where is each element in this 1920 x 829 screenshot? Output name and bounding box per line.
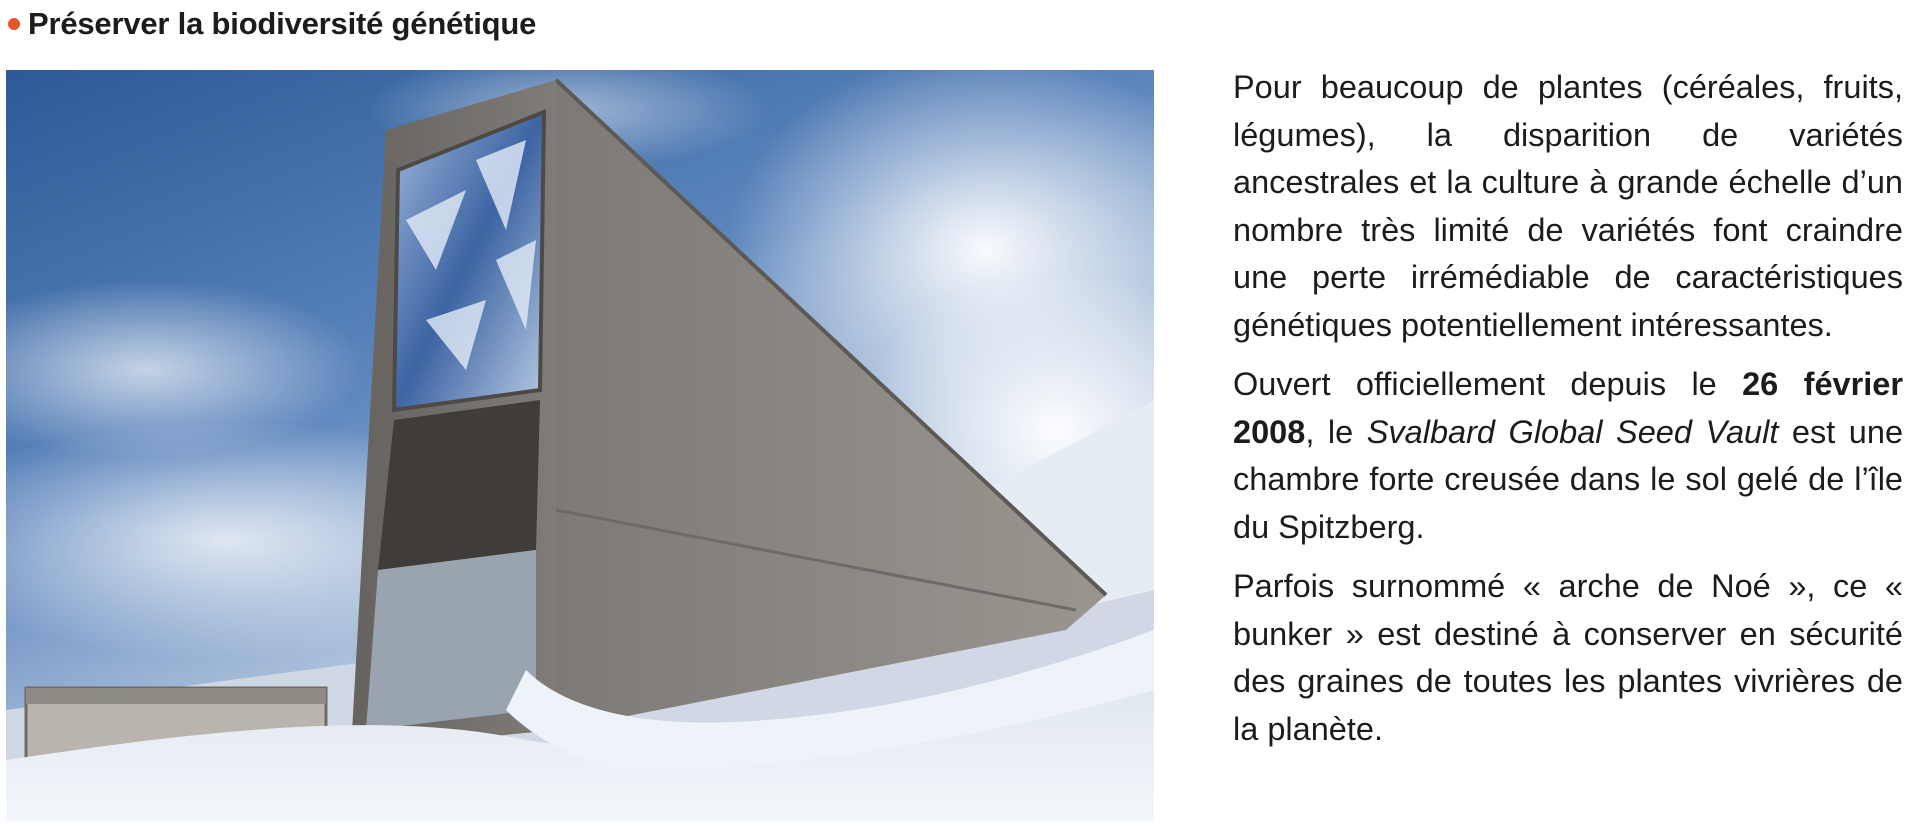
p2-intro: Ouvert officiellement depuis le	[1233, 366, 1743, 402]
p2-connector: , le	[1305, 413, 1367, 450]
paragraph-plant-varieties: Pour beaucoup de plantes (céréales, fruits, légumes), la disparition de variétés ancestrales et la culture à grande échelle d’un nombre très limité de variétés font craindre une perte irrémédiable de caractéristiques génétiques potentiellement intéressantes.	[1233, 69, 1903, 343]
section-heading	[8, 6, 536, 42]
p2-description: est une chambre forte creusée dans le sol gelé de l’île du Spitzberg.	[1233, 413, 1904, 545]
vault-name: Svalbard Global Seed Vault	[1366, 413, 1779, 450]
paragraph-noah-ark: Parfois surnommé « arche de Noé », ce « bunker » est destiné à conserver en sécurité des graines de toutes les plantes vivrières de la planète.	[1233, 568, 1903, 747]
heading-title: Préserver la biodiversité génétique	[28, 6, 537, 41]
bullet-dot-icon	[8, 18, 20, 30]
opening-date: 26 février 2008	[1233, 366, 1903, 450]
seed-vault-photo	[6, 70, 1154, 822]
body-text-column	[1233, 64, 1903, 765]
paragraph-seed-vault	[1233, 361, 1903, 551]
